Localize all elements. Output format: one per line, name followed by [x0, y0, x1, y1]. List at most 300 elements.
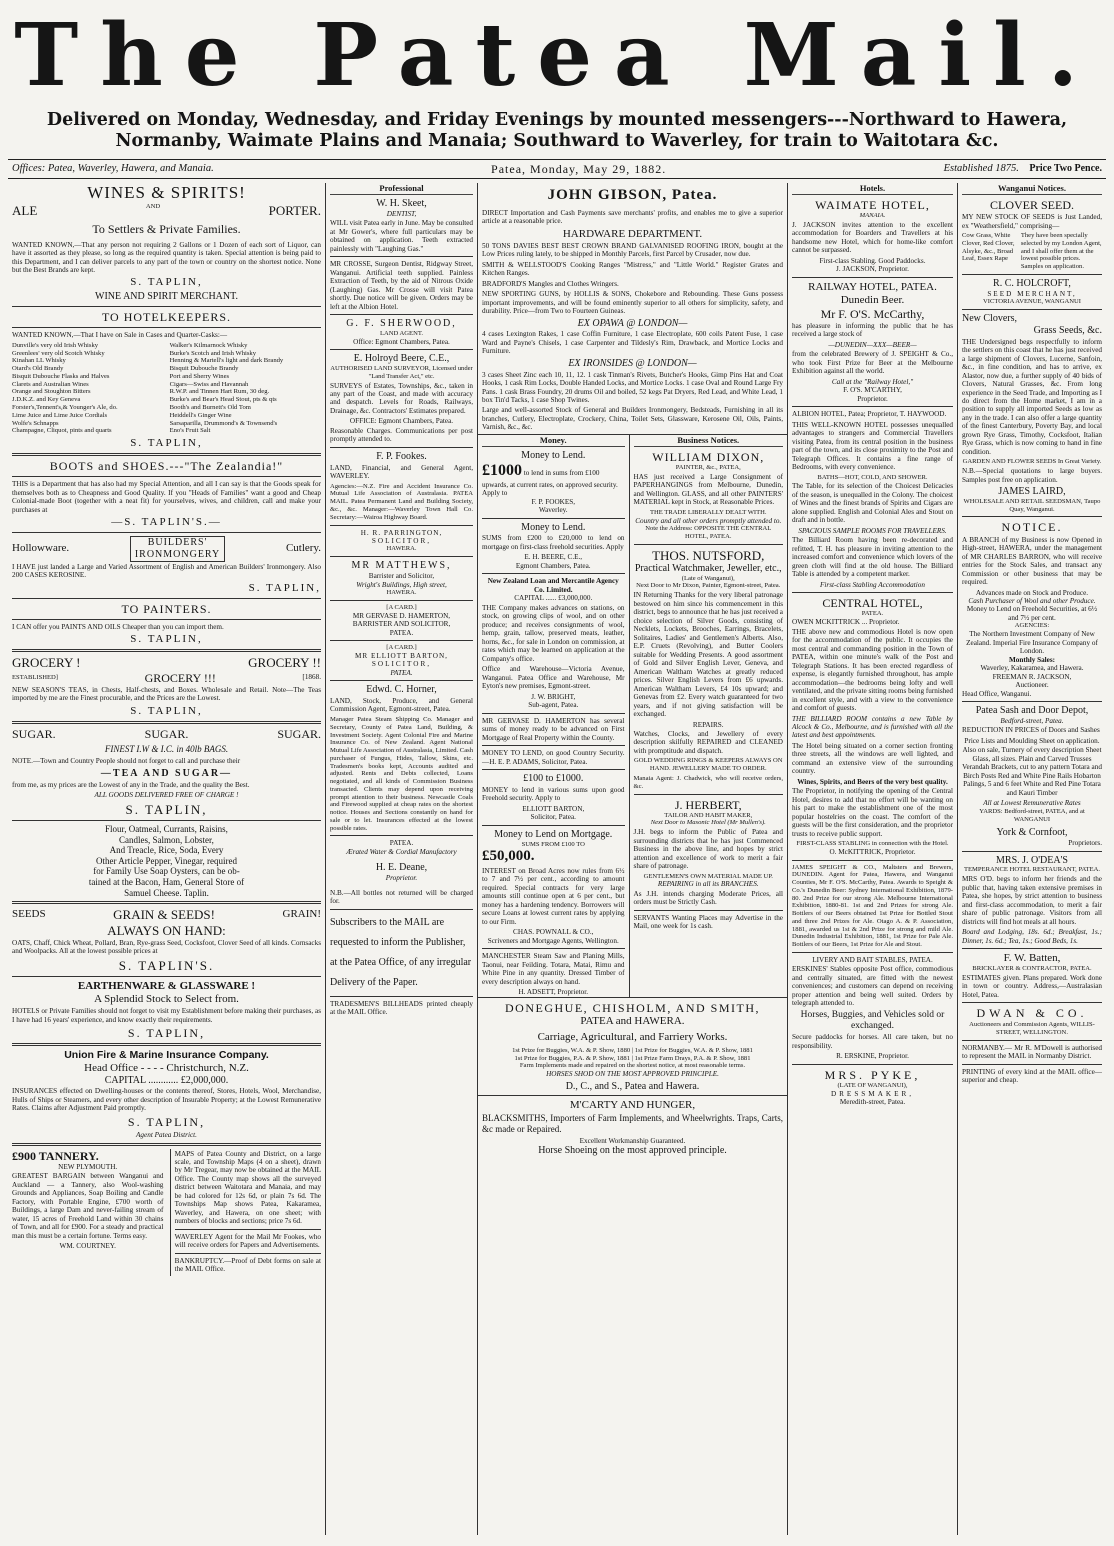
bricklayer: BRICKLAYER & CONTRACTOR, PATEA. — [972, 964, 1092, 972]
owen: OWEN MCKITTRICK ... Proprietor. — [792, 618, 900, 627]
garden: GARDEN AND FLOWER SEEDS In Great Variety. — [962, 458, 1102, 466]
odea: MRS. J. O'DEA'S — [996, 854, 1068, 866]
company-text: THE Company makes advances on stations, on stock, on growing clips of wool, and on other produce; and receives consignments of wool, hemp, grain, tallow, preserved meats, leather, horns, &c., for sale in London on commission, at rates which may be learned on application at the Company's office. — [482, 603, 625, 663]
spirit-item: Wolfe's Schnapps — [12, 419, 59, 427]
bradford: BRADFORD'S Mangles and Clothes Wringers. — [482, 279, 619, 288]
settlers: To Settlers & Private Families. — [92, 222, 241, 237]
york: York & Cornfoot, — [996, 827, 1068, 839]
barton-solicitor: SOLICITOR, — [371, 660, 432, 669]
thousand-ad — [482, 462, 625, 498]
gold-rings: GOLD WEDDING RINGS & KEEPERS ALWAYS ON HAND. JEWELLERY MADE TO ORDER. — [633, 757, 783, 773]
hundred: £100 to £1000. — [523, 772, 584, 784]
spirits-left — [12, 342, 163, 435]
prizes-1: 1st Prize for Buggies, W.A. & P. Show, 1880 | 1st Prize for Buggies, W.A. & P. Show, 1881 — [512, 1046, 753, 1054]
horner-text: LAND, Stock, Produce, and General Commission Agent, Egmont-street, Patea. — [330, 697, 473, 714]
bankruptcy: BANKRUPTCY.—Proof of Debt forms on sale at the MAIL Office. — [174, 1256, 321, 1274]
gibson-ad — [478, 187, 787, 432]
insurances-text: INSURANCES effected on Dwelling-houses or the contents thereof, Stores, Hotels, Wool, Merchandise, Hulls of Ships or Steamers, and every other description of Insurable Property; at the Lowest Remunerative Rates. Claims after Adjustment Paid promptly. — [12, 1087, 321, 1113]
ironsides: EX IRONSIDES @ LONDON— — [568, 357, 697, 369]
notice: NOTICE. — [1001, 520, 1063, 535]
blacksmiths: BLACKSMITHS, Importers of Farm Implements, and Wheelwrights. Traps, Carts, &c made or Repaired. — [482, 1113, 783, 1134]
fookes: F. P. Fookes. — [376, 450, 427, 462]
skeet-title: DENTIST, — [386, 209, 417, 218]
mccarty-ad — [478, 1095, 787, 1159]
seed-merchant: SEED MERCHANT, — [987, 289, 1077, 298]
cutlery: Cutlery. — [285, 542, 321, 555]
nutsford-late: (Late of Wanganui), — [681, 574, 735, 582]
normanby: NORMANBY.— Mr R. M'Dowell is authorised to represent the MAIL in Normanby District. — [962, 1043, 1102, 1061]
masonic: Next Door to Masonic Hotel (Mr Mullen's). — [650, 819, 766, 827]
mccarty: M'CARTY AND HUNGER, — [569, 1099, 696, 1112]
painters-title: TO PAINTERS. — [121, 601, 212, 616]
beere-title: AUTHORISED LAND SURVEYOR, Licensed under "Land Transfer Act," etc. — [330, 364, 473, 380]
sherwood-office: Office: Egmont Chambers, Patea. — [353, 337, 450, 346]
roofing-iron: 50 TONS DAVIES BEST BEST CROWN BRAND GALVANISED ROOFING IRON, bought at the Low Prices ruling lately, to be shipped in Monthly Parcels, first Parcel by Crusader, now due. — [482, 241, 783, 259]
grocery-banner — [12, 655, 321, 670]
laird: JAMES LAIRD, — [998, 486, 1066, 498]
column-hotels — [788, 183, 958, 1535]
treacle-line: And Treacle, Rice, Soda, Every — [109, 845, 224, 856]
dcs: D., C., and S., Patea and Hawera. — [565, 1080, 700, 1092]
dixon: WILLIAM DIXON, — [652, 449, 765, 464]
thousand: £1000 — [482, 461, 522, 479]
established-label: ESTABLISHED] — [12, 673, 58, 681]
also-sale: Also on sale, Turnery of every description Sheet Glass, all sizes. Plain and Carved Trusses Verandah Brackets, cut to any pattern Totara and Birch Posts Red and White Pine Rails Hobarton Palings, 5 and 6 feet White and Red Pine Totara and Kauri Timber — [962, 746, 1102, 797]
builders-banner — [12, 536, 321, 562]
new-clovers: New Clovers, — [962, 313, 1017, 325]
established: Established 1875. — [943, 162, 1019, 174]
herbert-note: As J.H. intends charging Moderate Prices, all orders must be Strictly Cash. — [633, 889, 783, 907]
herbert-text: J.H. begs to inform the Public of Patea and surrounding districts that he has just Commenced Business in the above line, and hopes by strict attention and excellence of work to merit a fair share of patronage. — [633, 828, 783, 871]
columns — [8, 183, 1106, 1535]
fifty-thousand: £50,000. — [482, 848, 535, 865]
spirit-item: Dunville's very old Irish Whisky — [12, 341, 99, 349]
auctioneer: Auctioneer. — [1015, 681, 1049, 690]
spirit-item: Booth's and Burnett's Old Tom — [169, 404, 251, 411]
nz-capital: CAPITAL ...... £3,000,000. — [514, 594, 593, 603]
baths: BATHS—HOT, COLD, AND SHOWER. — [817, 473, 928, 481]
bacon-line: tained at the Bacon, Ham, General Store of — [88, 877, 245, 888]
sample-rooms: SPACIOUS SAMPLE ROOMS FOR TRAVELLERS. — [798, 526, 947, 535]
guns-text: NEW SPORTING GUNS, by HOLLIS & SONS, Chokebore and Rebounding. These Guns possess important improvements, and will be found eminently superior to all others for simplicity, safety, and durability. Price—from Two to Fourteen Guineas. — [482, 290, 783, 316]
seeds-label: SEEDS — [12, 908, 46, 921]
grocery-3: GROCERY !!! — [144, 670, 216, 685]
odea-text: MRS O'D. begs to inform her friends and the public that, having taken extensive premises in Patea, she hopes, by strict attention to business and first-class accommodation, to merit a fair share of public patronage. Visitors from all districts will find hot meals at all hours. — [962, 875, 1102, 926]
head-office: Head Office - - - - Christchurch, N.Z. — [84, 1061, 249, 1074]
dixon-text: HAS just received a Large Consignment of PAPERHANGINGS from Melbourne, Dunedin, and Wellington. GLASS, and all other PAINTERS' MATERIAL kept in Stock, at Reasonable Prices. — [633, 472, 783, 507]
yards: YARDS: Bedford-street, PATEA, and at WANGANUI — [979, 807, 1085, 823]
dateline — [8, 159, 1106, 179]
fookes-waverley: Waverley. — [538, 506, 568, 515]
oats-text: OATS, Chaff, Chick Wheat, Pollard, Bran, Rye-grass Seed, Cocksfoot, Clover Seed of all kinds. Cornsacks and Woolpacks. All at the lowest possible prices at — [12, 938, 321, 956]
tannery-maps — [12, 1149, 321, 1276]
sums-100: SUMS FROM £100 TO — [521, 840, 585, 848]
address: Note the Address: OPPOSITE THE CENTRAL HOTEL, PATEA. — [645, 525, 772, 540]
splendid-stock: A Splendid Stock to Select from. — [94, 993, 239, 1006]
grain-banner — [12, 907, 321, 922]
spirit-item: Sarsaparilla, Drummond's & Townsend's — [169, 419, 278, 427]
union-insurance: Union Fire & Marine Insurance Company. — [64, 1049, 269, 1062]
money-header: Money. — [482, 435, 625, 447]
teas-text: NEW SEASON'S TEAS, in Chests, Half-chests, and Boxes. Wholesale and Retail. Note—The Teas imported by me are the Finest procurable, and the Prices are the Lowest. — [12, 685, 321, 703]
mccarthy-text: has pleasure in informing the public that he has received a large stock of — [792, 321, 953, 339]
next-door: Next Door to Mr Dixon, Painter, Egmont-street, Patea. — [636, 582, 781, 590]
tea-sugar: —TEA AND SUGAR— — [100, 767, 233, 779]
paddocks: Secure paddocks for horses. All care taken, but no responsibility. — [792, 1033, 953, 1050]
agencies-text: The Northern Investment Company of New Zealand. Imperial Fire Insurance Company of London. — [966, 630, 1098, 656]
money-column — [478, 435, 630, 997]
tailor: TAILOR AND HABIT MAKER, — [664, 811, 753, 819]
beere-office: OFFICE: Egmont Chambers, Patea. — [349, 417, 454, 426]
tannery-text: GREATEST BARGAIN between Wanganui and Auckland — a Tannery, also Wool-washing Grounds and Appliances, Soap Boiling and Candle Factory, with Portable Engine, £700 worth of Buildings, a large Dam and never-failing stream of water, 15 acres of Freehold Land within 30 chains of Town, and all for £900. For a steady and practical man this must be a certain fortune. Terms easy. — [12, 1172, 164, 1240]
beere: E. Holroyd Beere, C.E., — [353, 353, 450, 365]
aerated: Ærated Water & Cordial Manufactory — [346, 847, 457, 856]
temperance: TEMPERANCE HOTEL RESTAURANT, PATEA. — [963, 866, 1101, 874]
nz-loan: New Zealand Loan and Mercantile Agency Co. Limited. — [487, 577, 619, 594]
note-text: NOTE.—Town and Country People should not forget to call and purchase their — [12, 757, 241, 766]
sugar-3: SUGAR. — [277, 726, 321, 741]
tea-sugar-text: from me, as my prices are the Lowest of any in the Trade, and the quality the Best. — [12, 780, 250, 789]
crosse-text: MR CROSSE, Surgeon Dentist, Ridgway Street, Wanganui. Artificial teeth supplied. Painless Extraction of Teeth, by the aid of Nitrous Oxide (Laughing) Gas. Mr Crosse will visit Patea shortly. Due notice will be given. Orders may be left at the Albion Hotel. — [330, 260, 473, 311]
estimates: ESTIMATES given. Plans prepared. Work done in town or country. Address,—Australasian Hotel, Patea. — [962, 973, 1102, 999]
taplin-sig-5: S. TAPLIN, — [130, 704, 203, 717]
maps-ad — [170, 1149, 321, 1276]
mortgage: Money to Lend on Mortgage. — [494, 828, 613, 840]
late-wanganui: (LATE OF WANGANUI), — [837, 1081, 908, 1089]
masthead-title: The Patea Mail. — [14, 5, 1100, 106]
office-text: Office and Warehouse—Victoria Avenue, Wanganui. Patea Office and Warehouse, Mr Eyton's new premises, Egmont-street. — [482, 665, 625, 691]
taplin-sig-7: S. TAPLIN, — [127, 1026, 206, 1041]
pownall: CHAS. POWNALL & CO., — [513, 928, 594, 937]
all-lowest: All at Lowest Remunerative Rates — [983, 799, 1081, 808]
flour-list — [12, 824, 321, 898]
mccarthy-sig: F. O'S. M'CARTHY, — [843, 386, 902, 395]
mccarthy-text-2: from the celebrated Brewery of J. SPEIGHT & Co., who took First Prize for Beer at the Melbourne Exhibition against all the world. — [792, 350, 953, 376]
skeet-text: WILL visit Patea early in June. May be consulted at Mr Gower's, where full particulars may be obtained on application. Teeth extracted painlessly with "Laughing Gas." — [330, 219, 473, 253]
monthly: Monthly Sales: — [1008, 655, 1056, 664]
waimate: WAIMATE HOTEL, — [815, 198, 930, 213]
spirit-item: Clarets and Australian Wines — [12, 380, 89, 388]
samuel-line: Samuel Cheese. Taplin. — [124, 887, 209, 898]
spirit-item: Burke's Scotch and Irish Whisky — [169, 349, 257, 357]
spirits-right — [170, 342, 321, 435]
soap-line: for Family Use Soap Oysters, can be ob- — [93, 866, 240, 877]
matthews: MR MATTHEWS, — [351, 560, 452, 572]
wine-merchant: WINE AND SPIRIT MERCHANT. — [95, 291, 238, 303]
hotelkeepers-title: TO HOTELKEEPERS. — [101, 310, 232, 325]
doneghue-ad — [478, 997, 787, 1096]
porter: PORTER. — [268, 203, 321, 219]
parrington-solicitor: SOLICITOR, — [371, 536, 432, 545]
matthews-hawera: HAWERA. — [386, 589, 417, 596]
masthead-subtitle-line-2: Normanby, Waimate Plains and Manaia; Southward to Waverley, for train to Waitotara &c. — [115, 131, 999, 151]
spirit-item: Bisquit Dubouche Brandy — [169, 365, 239, 373]
clover-seed: CLOVER SEED. — [990, 198, 1074, 213]
laird-text: THE Undersigned begs respectfully to inform the settlers on this coast that he has just received a large shipment of Clovers, Lucerne, Sanfoin, &c., in fine condition, and has to arrive, ex Alastor, now due, a further supply of 40 bids of Clovers, Natural Grasses, &c. From long experience in the Seed Trade, and Importing as I do direct from the Home market, I am in a position to supply all imported Seeds as low as any in the trade. I can also offer a large quantity of the finest Canterbury, Poverty Bay, and local grown Rye Grass, Timothy, Cocksfoot, Italian Rye Grass, which is now coming to hand in fine condition. — [962, 337, 1102, 456]
spirit-item: Walker's Kilmarnock Whisky — [169, 341, 248, 349]
scriveners: Scriveners and Mortgage Agents, Wellington. — [487, 936, 619, 945]
business-header: Business Notices. — [634, 435, 783, 447]
reduction: REDUCTION IN PRICES of Doors and Sashes — [962, 726, 1100, 735]
horner: Edwd. C. Horner, — [366, 684, 437, 696]
grocery-year: [1868. — [302, 673, 321, 682]
builders-ironmongery — [130, 536, 225, 562]
fookes-text: LAND, Financial, and General Agent, WAVERLEY. — [330, 463, 473, 481]
grocery-2: GROCERY !! — [248, 655, 321, 671]
new-plymouth: NEW PLYMOUTH. — [58, 1162, 118, 1171]
country-orders: Country and all other orders promptly attended to. — [635, 516, 782, 525]
monthly-text: Waverley, Kakaramea, and Hawera. — [980, 664, 1084, 673]
offices: Offices: Patea, Waverley, Hawera, and Manaia. — [12, 162, 214, 174]
billheads: TRADESMEN'S BILLHEADS printed cheaply at the MAIL Office. — [330, 999, 473, 1017]
railway: RAILWAY HOTEL, PATEA. — [808, 280, 937, 293]
first-class: First-class Stabling Accommodation — [820, 580, 925, 589]
parrington: H. R. PARRINGTON, — [360, 528, 443, 537]
dunedin-beer: Dunedin Beer. — [840, 293, 905, 306]
beere-text: SURVEYS of Estates, Townships, &c., taken in any part of the Coast, and made with accuracy and despatch. Levels for Roads, Railways, Drainage, &c. Contractors' Estimates prepared. — [330, 381, 473, 415]
excellent: Excellent Workmanship Guaranteed. — [579, 1136, 686, 1145]
repairing: REPAIRING in all its BRANCHES. — [657, 880, 759, 889]
hamerton-patea: PATEA. — [389, 628, 414, 637]
subscribers-notice: Subscribers to the MAIL are requested to inform the Publisher, at the Patea Office, of any irregular Delivery of the Paper. — [330, 916, 472, 988]
grain-seeds: GRAIN & SEEDS! — [113, 907, 215, 923]
seeds-list: Cow Grass, White Clover, Red Clover, Alsyke, &c., Broad Leaf, Essex Rape — [962, 232, 1015, 263]
dwan-text: Auctioneers and Commission Agents, WILLIS-STREET, WELLINGTON. — [969, 1021, 1095, 1037]
and: AND — [145, 203, 161, 211]
hotels-header: Hotels. — [792, 183, 953, 195]
earthenware: EARTHENWARE & GLASSWARE ! — [77, 980, 256, 993]
dressmaker: DRESSMAKER, — [830, 1089, 915, 1098]
boots-text: THIS is a Department that has also had my Special Attention, and all I can say is that the Goods speak for themselves both as to Cheapness and Good Quality. If you "Heads of Families" want a good and Cheap Colonial-made Boot (together with a neat fit) for yourselves, wives, and children, call and make your purchases at — [12, 480, 321, 514]
horses-shod: HORSES SHOD ON THE MOST APPROVED PRINCIPLE. — [546, 1070, 719, 1079]
flour-line: Flour, Oatmeal, Currants, Raisins, — [105, 824, 228, 834]
gentlemen: GENTLEMEN'S OWN MATERIAL MADE UP. — [643, 872, 773, 880]
capital: CAPITAL ............ £2,000,000. — [104, 1074, 229, 1086]
jackson-prop: J. JACKSON, Proprietor. — [836, 265, 909, 274]
masthead-subtitle-line-1: Delivered on Monday, Wednesday, and Friday Evenings by mounted messengers---Northward to Hawera, — [46, 110, 1068, 130]
billiard-room: THE BILLIARD ROOM contains a new Table by Alcock & Co., Melbourne, and is furnished with all the latest and best appointments. — [792, 714, 953, 740]
xxx: —DUNEDIN—XXX—BEER— — [828, 340, 917, 349]
call: Call at the "Railway Hotel," — [831, 377, 914, 386]
corner-text: The Hotel being situated on a corner section fronting three streets, all the windows are well lighted, and command an extensive view of the surrounding country. — [792, 741, 953, 776]
deane-proprietor: Proprietor. — [385, 874, 418, 883]
gibson-title: JOHN GIBSON, Patea. — [547, 187, 718, 203]
ironsides-text: 3 cases Sheet Zinc each 10, 11, 12. 1 cask Tinman's Rivets, Butcher's Hooks, Gimp Pins Hat and Coat Hooks, 1 cask Rim Locks, Double Handed Locks, and Mortice Locks. 1 case Oval and Round Large Fry Pans. 1 cask Brass Foundry, 20 drums Oil and boiled, 52 kegs Pat Dryers, Red Lead, and White Lead, 1 box Tin'd Tacks, 1 case Shop Twines. — [482, 370, 783, 404]
nutsford-text: IN Returning Thanks for the very liberal patronage bestowed on him since his commencement in this district, begs to announce that he has just received a choice selection of Silver Goods, consisting of Necklets, Lockets, Brooches, Earrings, Bracelets, Solitaires, Ladies' and Gentlemen's Alberts. Also, E.P. Cruets (Revolving), and Butter Coolers suitable for Wedding Presents. A good assortment of Gold and Silver English Lever, Geneva, and American Waltham Watches at greatly reduced prices. Silver English Levers from £6 upwards. American Waltham Levers, £4 10s upward; and Genevas from £2. Every watch guaranteed for two years, and if not giving satisfaction will be exchanged. — [633, 591, 783, 719]
table-text: The Table, for its selection of the Choicest Delicacies of the season, is unequalled in the Colony. The choicest of Wines and the finest brands of Spirits and Cigars are alone supplied. English and Colonial Ales and Stout on draft and in bottle. — [792, 482, 953, 525]
tannery-price: £900 TANNERY. — [12, 1148, 99, 1163]
prizes-2: 1st Prize for Buggies, P.A. & P. Show, 1881 | 1st Prize Farm Drays, P.A. & P. Show, 1881 — [514, 1054, 751, 1062]
agent-patea: Agent Patea District. — [136, 1131, 197, 1140]
professional-header: Professional — [330, 183, 473, 195]
horses: Horses, Buggies, and Vehicles sold or exchanged. — [800, 1009, 945, 1032]
seeds-note: They have been specially selected by my London Agent, and I shall offer them at the lowest possible prices. Samples on application. — [1020, 232, 1102, 271]
candles-line: Candles, Salmon, Lobster, — [119, 834, 214, 845]
billiard-text: The Billiard Room having been re-decorated and refitted, T. H. has pleasure in inviting attention to the increased comfort and convenience which lovers of the green cloth will find at the old house. The Billiard Table is attended by a competent marker. — [792, 536, 953, 579]
barton: MR ELLIOTT BARTON, — [355, 651, 448, 660]
patea-label: PATEA. — [389, 839, 414, 848]
column-wanganui — [958, 183, 1106, 1535]
servants: SERVANTS Wanting Places may Advertise in the Mail, one week for 1s cash. — [633, 913, 783, 931]
iron-text: I HAVE just landed a Large and Varied Assortment of English and American Builders' Ironmongery. Also 200 CASES KEROSINE. — [12, 562, 321, 580]
grain-label: GRAIN! — [282, 908, 321, 921]
deane-text: N.B.—All bottles not returned will be charged for. — [330, 888, 473, 906]
barton-solicitor: Solicitor, Patea. — [530, 813, 576, 822]
hamerton-money: MR GERVASE D. HAMERTON has several sums of money ready to be advanced on First Mortgage of Real Property within the County. — [482, 716, 625, 742]
manaia-agent: Manaia Agent: J. Chadwick, who will receive orders, &c. — [633, 774, 783, 790]
pyke: MRS. PYKE, — [824, 1067, 921, 1082]
wanted-known-text: WANTED KNOWN,—That any person not requiring 2 Gallons or 1 Dozen of each sort of Liquor, can have it assorted as they please, so long as the required quantity is taken. Special attention is being paid to this Department, and I can deliver parcels to any part of the town or country on the shortest notice. None but the Best Brands are kept. — [12, 240, 321, 274]
money-lend-1: Money to Lend. — [521, 449, 586, 461]
notifying: The Proprietor, in notifying the opening of the Central Hotel, desires to add that no effort will be wanting on his part to make the establishment one of the most popular hostelries on the coast. The comfort of the guests will be the first consideration, and the proprietor trusts to receive public support. — [792, 787, 953, 838]
mccarthy: Mr F. O'S. McCarthy, — [820, 306, 925, 321]
grocery-banner-2 — [12, 671, 321, 685]
masthead-subtitle — [8, 110, 1106, 152]
spirit-item: Cigars—Swiss and Havannah — [169, 380, 249, 388]
thousand-text: to lend in sums from £100 upwards, at current rates, on approved security. Apply to — [482, 468, 618, 498]
grocery-1: GROCERY ! — [12, 655, 81, 671]
ale: ALE — [12, 203, 38, 219]
always-on-hand: ALWAYS ON HAND: — [107, 922, 226, 938]
parrington-hawera: HAWERA. — [386, 545, 417, 553]
albion: ALBION HOTEL, Patea; Proprietor, T. HAYWOOD. — [792, 410, 947, 419]
builders: BUILDERS' — [147, 537, 208, 549]
livery: LIVERY AND BAIT STABLES, PATEA. — [812, 955, 933, 964]
repairs: REPAIRS. — [692, 720, 724, 729]
land-agent: LAND AGENT. — [379, 329, 424, 337]
spirit-item: Greenlees' very old Scotch Whisky — [12, 349, 105, 357]
watchmaker: Practical Watchmaker, Jeweller, etc., — [634, 562, 782, 574]
smith-text: SMITH & WELLSTOOD'S Cooking Ranges "Mistress," and "Little World." Register Grates and Kitchen Ranges. — [482, 260, 783, 278]
sherwood: G. F. SHERWOOD, — [346, 318, 457, 330]
wanganui-header: Wanganui Notices. — [962, 183, 1102, 195]
hotel-wanted-text: WANTED KNOWN,—That I have on Sale in Cases and Quarter-Casks:— — [12, 331, 228, 340]
victoria: VICTORIA AVENUE, WANGANUI — [983, 298, 1081, 306]
laird-title: WHOLESALE AND RETAIL SEEDSMAN, Taupo Quay, Wanganui. — [963, 497, 1101, 513]
taplin-sig-8: S. TAPLIN, — [127, 1114, 206, 1129]
large-text: Large and well-assorted Stock of General and Builders Ironmongery, Bedsteads, Furnishing in all its branches, Cutlery, Electroplate, Crockery, China, Toilet Sets, Glassware, Kerosene Oil, Oils, Paints, Varnish, &c., &c. — [482, 406, 783, 432]
holcroft: R. C. HOLCROFT, — [993, 277, 1071, 289]
board: Board and Lodging, 18s. 6d.; Breakfast, 1s.; Dinner, 1s. 6d.; Tea, 1s.; Good Beds, 1s. — [962, 928, 1102, 945]
pepper-line: Other Article Pepper, Vinegar, required — [95, 855, 238, 866]
york-proprietors: Proprietors. — [1068, 839, 1102, 848]
horner-list: Manager Patea Steam Shipping Co. Manager and Secretary, County of Patea Land, Building, & Investment Society. Agent Colonial Fire and Marine Insurance Co. of New Zealand. Agent National Mutual Life Association of Australasia, Limited. Cash purchaser of Fungus, Hides, Tallow, Skins, etc. Tradesmen's books kept, Accounts audited and adjusted. Rents and Debts collected, Loans negotiated, and all kinds of Commission Business transacted. Clients may depend upon receiving prompt attention to their business. Newcastle Coals and Firewood supplied at cheap rates on the shortest notice. Houses and Sections constantly on hand for sale or to let. Insurances effected at the lowest possible rates. — [330, 715, 473, 832]
shoeing: Horse Shoeing on the most approved principle. — [538, 1145, 727, 1157]
spirit-item: Champagne, Cliquot, pints and quarts — [12, 427, 112, 435]
spirit-item: Lime Juice and Lime Juice Cordials — [12, 411, 108, 419]
sums-text: SUMS from £200 to £20,000 to lend on mortgage on first-class freehold securities. Apply — [482, 534, 625, 551]
fookes-sig: F. P. FOOKES, — [531, 497, 576, 506]
opawa: EX OPAWA @ LONDON— — [577, 317, 688, 329]
hamerton: MR GERVASE D. HAMERTON, — [352, 611, 451, 620]
tannery-ad — [12, 1149, 163, 1276]
skeet-name: W. H. Skeet, — [376, 198, 427, 210]
beere-charges: Reasonable Charges. Communications per post promptly attended to. — [330, 426, 473, 444]
taplin-sig-6: S. TAPLIN, — [125, 801, 208, 817]
deane: H. E. Deane, — [375, 862, 428, 874]
spirit-item: Burke's and Bear's Head Stout, pts & qts — [169, 396, 277, 404]
column-professional — [326, 183, 478, 1535]
waimate-manaia: MANAIA. — [859, 212, 886, 220]
wines-beers: Wines, Spirits, and Beers of the very best quality. — [797, 777, 948, 786]
painter: PAINTER, &c., PATEA, — [675, 464, 741, 472]
spirit-item: Henning & Martell's light and dark Brandy — [169, 357, 284, 365]
carriage: Carriage, Agricultural, and Farriery Works. — [537, 1030, 728, 1043]
taplins-caps: S. TAPLIN'S. — [118, 957, 215, 973]
ale-porter — [12, 203, 321, 218]
barton-patea: PATEA. — [390, 668, 413, 677]
doneghue: DONEGHUE, CHISHOLM, AND SMITH, — [505, 1000, 760, 1015]
spirit-item: Orange and Stoughton Bitters — [12, 388, 91, 396]
money-lend-text: MONEY to lend in various sums upon good Freehold security. Apply to — [482, 785, 625, 803]
gibson-text: DIRECT Importation and Cash Payments save merchants' profits, and enables me to give a superior article at a reasonable price. — [482, 208, 783, 226]
speight-text: JAMES SPEIGHT & CO., Maltsters and Brewers, DUNEDIN. Agent for Patea, Hawera, and Wanganui Counties, Mr F. O'S. McCarthy, Patea. Awards to Speight & Co.'s Dunedin Beer: Sydney International Exhibition, 1879-80. 2nd Prize for our strong Ale. Melbourne International Exhibition, 1880-81. 1st and 2nd Prizes for strong Ale. Bottlers of our Beers obtained 1st Prize for Bottled Stout and three 2nd Prizes for Ale. Otago A. & P. Association, 1881, awarded us 1st & 2nd Prize for strong and mild Ale. Dunedin Industrial Exhibition, 1881, 1st Prize for Pale Ale. Bottlers of our Beers, 1st Prize for Ale and Stout. — [792, 863, 953, 949]
sugar-1: SUGAR. — [12, 726, 56, 741]
seeds-block — [962, 232, 1102, 271]
batten: F. W. Batten, — [1003, 951, 1061, 964]
waimate-stabling: First-class Stabling. Good Paddocks. — [819, 256, 926, 265]
freeman-jackson: FREEMAN R. JACKSON, — [992, 672, 1072, 681]
matthews-addr: Wright's Buildings, High street, — [356, 580, 447, 589]
central-text: THE above new and commodious Hotel is now open for the accommodation of the public. It occupies the most central and commanding position in the Town of PATEA, within one minute's walk of the Post and Telegraph Stations. It has been erected regardless of expense, is elegantly furnished throughout, has ample accommodation—the bedrooms being lofty and well ventilated, and the private sitting rooms being furnished in excellent style, and with a view to the convenience and comfort of guests. — [792, 627, 953, 713]
mccarthy-prop: Proprietor. — [857, 394, 888, 403]
sash: Patea Sash and Door Depot, — [975, 705, 1089, 717]
business-column — [630, 435, 787, 997]
finest-sugar: FINEST I.W & I.C. in 40lb BAGS. — [104, 743, 229, 754]
bright: J. W. BRIGHT, — [531, 692, 576, 701]
taplins-sig: —S. TAPLIN'S.— — [111, 516, 222, 529]
sugar-banner — [12, 727, 321, 741]
hotels-text: HOTELS or Private Families should not forget to visit my Establishment before making their purchases, as I have had 16 years' experience, and know exactly their requirements. — [12, 1007, 321, 1024]
spirit-item: Otard's Old Brandy — [12, 365, 64, 373]
spirit-item: R.W.P. and Tinnen Hart Rum, 30 deg. — [169, 388, 270, 396]
free-delivery: ALL GOODS DELIVERED FREE OF CHARGE ! — [94, 791, 239, 800]
sub-agent: Sub-agent, Patea. — [528, 701, 579, 710]
spirits-list — [12, 342, 321, 435]
courtney: WM. COURTNEY. — [59, 1242, 116, 1251]
dwan: DWAN & CO. — [976, 1006, 1088, 1021]
barton-sig: ELLIOTT BARTON, — [522, 804, 585, 813]
clover-text: MY NEW STOCK OF SEEDS is Just Landed, ex "Weathersfield," comprising— — [962, 213, 1102, 230]
maps-text: MAPS of Patea County and District, on a large scale, and Township Maps (4 on a sheet), drawn by Mr Tregear, may now be obtained at the MAIL Office. The County map shows all the surveyed district between Waitotara and Manaia, and may be had colored for 12s 6d, or plain 7s 6d. The Townships Map shows Patea, Kakaramea, Waverley, and Hawera, on one sheet; with numbers of blocks and sections; price 7s 6d. — [174, 1149, 321, 1226]
price: Price Two Pence. — [1029, 162, 1102, 174]
fifty-text: INTEREST on Broad Acres now rules from 6½ to 7 and 7½ per cent., according to amount required. Special contracts for very large amounts still continue open at 6 per cent., but money has a hardening tendency. Borrowers will secure Loans at lowest current rates by applying to our Firm. — [482, 866, 625, 926]
spirit-item: Eno's Fruit Salt — [169, 427, 211, 435]
trade: THE TRADE LIBERALLY DEALT WITH. — [649, 508, 767, 516]
taplin-sig-4: S. TAPLIN, — [130, 633, 203, 646]
opawa-text: 4 cases Lexington Rakes, 1 case Coffin Furniture, 1 case Electroplate, 600 coils Patent Fuse, 1 case Ward and Payne's Chisels, 1 case Carpenter and Tildesly's Rim, Drawback, and Mortice Locks and Furniture. — [482, 330, 783, 356]
spirit-item: Bisquit Dubouche Flasks and Halves — [12, 372, 110, 380]
repairs-text: Watches, Clocks, and Jewellery of every description skilfully REPAIRED and CLEANED with promptitude and dispatch. — [633, 730, 783, 755]
implements: Farm Implements made and repaired on the shortest notice, at most reasonable terms. — [519, 1062, 746, 1070]
taplin-sig-3: S. TAPLIN, — [248, 581, 321, 594]
money-country: MONEY TO LEND, on good Country Security.—H. E. P. ADAMS, Solicitor, Patea. — [482, 749, 625, 766]
agencies: AGENCIES: — [1014, 622, 1050, 630]
herbert: J. HERBERT, — [674, 797, 742, 812]
spirit-item: Kinahan LL Whisky — [12, 357, 66, 365]
taplin-sig: S. TAPLIN, — [130, 276, 203, 289]
adsett: H. ADSETT, Proprietor. — [518, 988, 589, 997]
grass-seeds: Grass Seeds, &c. — [1033, 324, 1102, 336]
sugar-2: SUGAR. — [144, 726, 189, 741]
card-1: [A CARD.] — [386, 603, 417, 611]
beere-sig: E. H. BEERE, C.E., — [524, 553, 583, 562]
notice-text: A BRANCH of my Business is now Opened in High-street, HAWERA, under the management of MR CHARLES BARRON, who will receive entries for the Stock Sales, and transact any Commission or other business that may be required. — [962, 535, 1102, 587]
central-patea: PATEA. — [861, 610, 884, 618]
patea-hawera: PATEA and HAWERA. — [580, 1014, 685, 1027]
card-2: [A CARD.] — [386, 643, 417, 651]
painters-text: I CAN offer you PAINTS AND OILS Cheaper than you can import them. — [12, 622, 224, 631]
